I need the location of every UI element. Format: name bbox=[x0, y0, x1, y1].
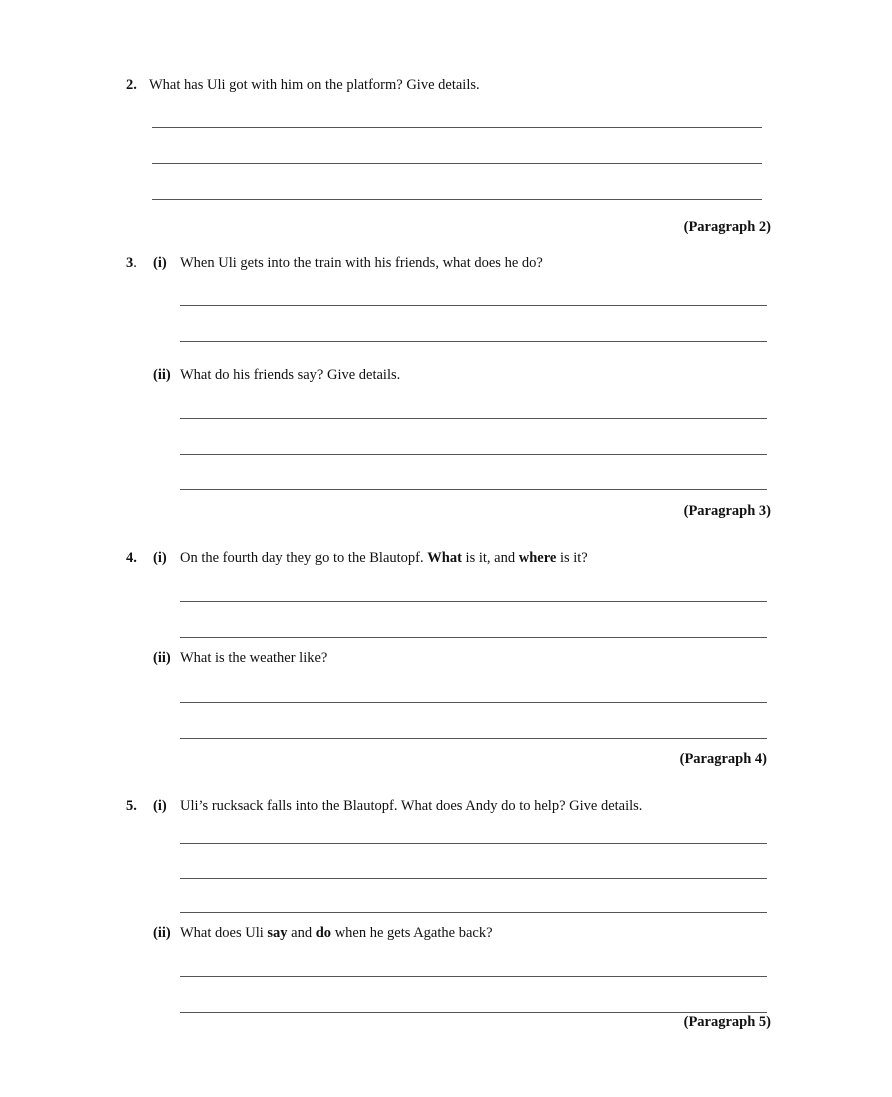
question-4-ii-label: (ii) bbox=[153, 650, 171, 666]
answer-line-q3ii-3[interactable] bbox=[180, 489, 767, 490]
question-4-ii-text: What is the weather like? bbox=[180, 650, 328, 666]
question-4-i-text: On the fourth day they go to the Blautopf. What is it, and where is it? bbox=[180, 550, 588, 566]
answer-line-q5ii-1[interactable] bbox=[180, 976, 767, 977]
paragraph-ref-3: (Paragraph 3) bbox=[683, 503, 771, 519]
answer-line-q3i-2[interactable] bbox=[180, 341, 767, 342]
answer-line-q5ii-2[interactable] bbox=[180, 1012, 767, 1013]
answer-line-q3ii-2[interactable] bbox=[180, 454, 767, 455]
paragraph-ref-2: (Paragraph 2) bbox=[683, 219, 771, 235]
answer-line-q4i-2[interactable] bbox=[180, 637, 767, 638]
question-5-i-label: (i) bbox=[153, 798, 167, 814]
question-5-i-text: Uli’s rucksack falls into the Blautopf. What does Andy do to help? Give details. bbox=[180, 798, 643, 814]
answer-line-q5i-1[interactable] bbox=[180, 843, 767, 844]
question-3-ii-label: (ii) bbox=[153, 367, 171, 383]
question-4-i-label: (i) bbox=[153, 550, 167, 566]
question-3-number: 3. bbox=[126, 255, 137, 271]
answer-line-q5i-3[interactable] bbox=[180, 912, 767, 913]
question-3-ii-text: What do his friends say? Give details. bbox=[180, 367, 401, 383]
question-4-number: 4. bbox=[126, 550, 137, 566]
question-5-number: 5. bbox=[126, 798, 137, 814]
paragraph-ref-5: (Paragraph 5) bbox=[683, 1014, 771, 1030]
question-5-ii-label: (ii) bbox=[153, 925, 171, 941]
question-2-number: 2. bbox=[126, 77, 137, 93]
question-5-ii-text: What does Uli say and do when he gets Agathe back? bbox=[180, 925, 493, 941]
answer-line-q2-2[interactable] bbox=[152, 163, 762, 164]
question-2-text: What has Uli got with him on the platform? Give details. bbox=[149, 77, 480, 93]
answer-line-q2-3[interactable] bbox=[152, 199, 762, 200]
question-3-i-text: When Uli gets into the train with his friends, what does he do? bbox=[180, 255, 543, 271]
answer-line-q4ii-1[interactable] bbox=[180, 702, 767, 703]
answer-line-q4ii-2[interactable] bbox=[180, 738, 767, 739]
answer-line-q2-1[interactable] bbox=[152, 127, 762, 128]
question-3-i-label: (i) bbox=[153, 255, 167, 271]
answer-line-q5i-2[interactable] bbox=[180, 878, 767, 879]
paragraph-ref-4: (Paragraph 4) bbox=[679, 751, 767, 767]
answer-line-q3i-1[interactable] bbox=[180, 305, 767, 306]
answer-line-q4i-1[interactable] bbox=[180, 601, 767, 602]
answer-line-q3ii-1[interactable] bbox=[180, 418, 767, 419]
